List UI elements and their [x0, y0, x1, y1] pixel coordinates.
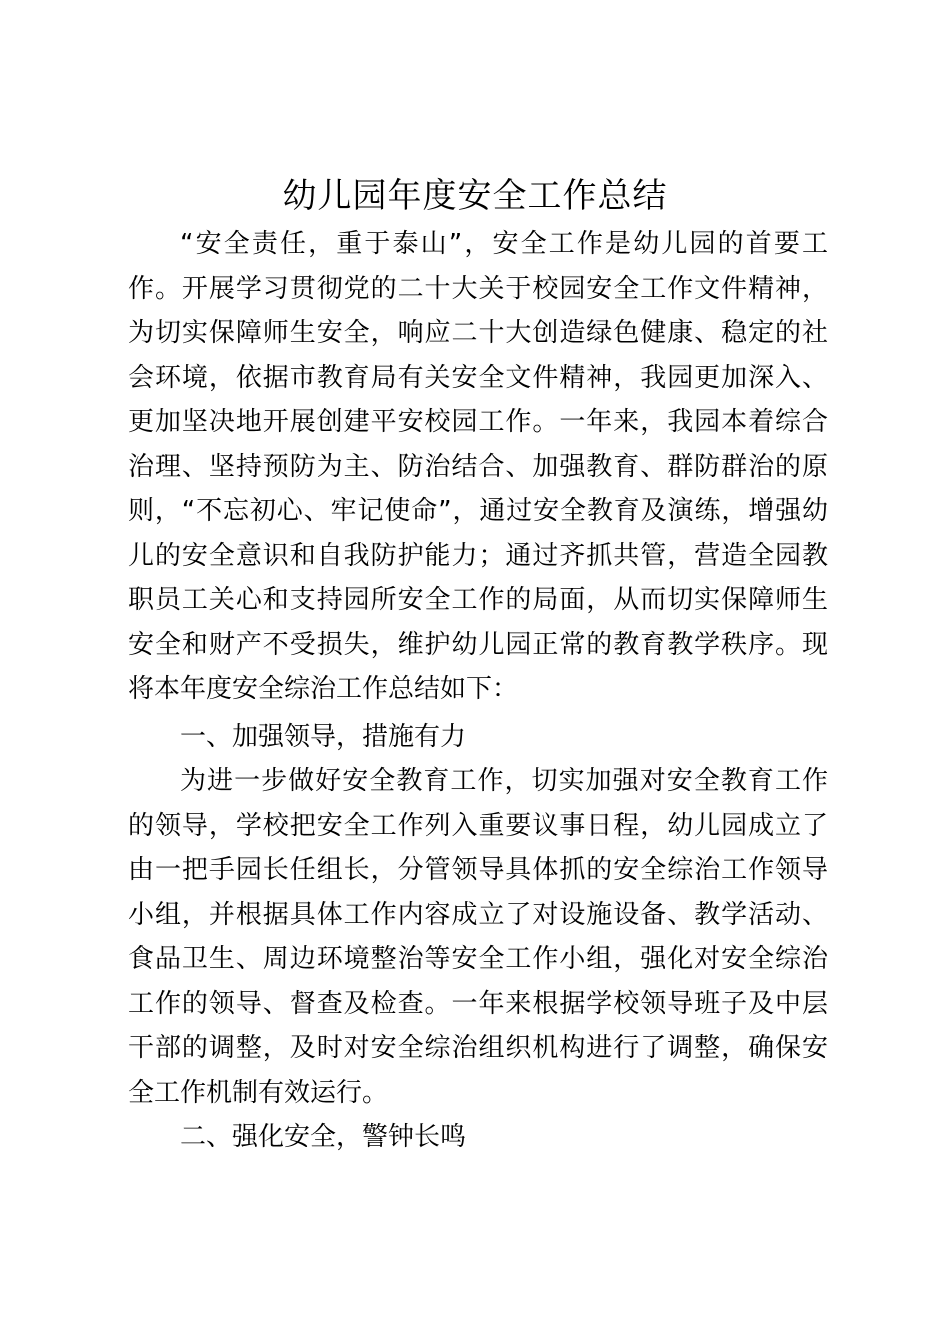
- section-heading-2: 二、强化安全，警钟长鸣: [180, 1122, 467, 1152]
- document-title: 幼儿园年度安全工作总结: [282, 176, 668, 216]
- section-heading-1: 一、加强领导，措施有力: [180, 722, 467, 752]
- section-1-paragraph: 为进一步做好安全教育工作，切实加强对安全教育工作的领导，学校把安全工作列入重要议事日程，幼儿园成立了由一把手园长任组长，分管领导具体抓的安全综治工作领导小组，并根据具体工作内容成立了对设施设备、教学活动、食品卫生、周边环境整治等安全工作小组，强化对安全综治工作的领导、督查及检查。一年来根据学校领导班子及中层干部的调整，及时对安全综治组织机构进行了调整，确保安全工作机制有效运行。: [128, 766, 828, 1108]
- intro-paragraph: “安全责任，重于泰山”，安全工作是幼儿园的首要工作。开展学习贯彻党的二十大关于校园安全工作文件精神，为切实保障师生安全，响应二十大创造绿色健康、稳定的社会环境，依据市教育局有关安全文件精神，我园更加深入、更加坚决地开展创建平安校园工作。一年来，我园本着综合治理、坚持预防为主、防治结合、加强教育、群防群治的原则，“不忘初心、牢记使命”，通过安全教育及演练，增强幼儿的安全意识和自我防护能力；通过齐抓共管，营造全园教职员工关心和支持园所安全工作的局面，从而切实保障师生安全和财产不受损失，维护幼儿园正常的教育教学秩序。现将本年度安全综治工作总结如下：: [128, 229, 828, 704]
